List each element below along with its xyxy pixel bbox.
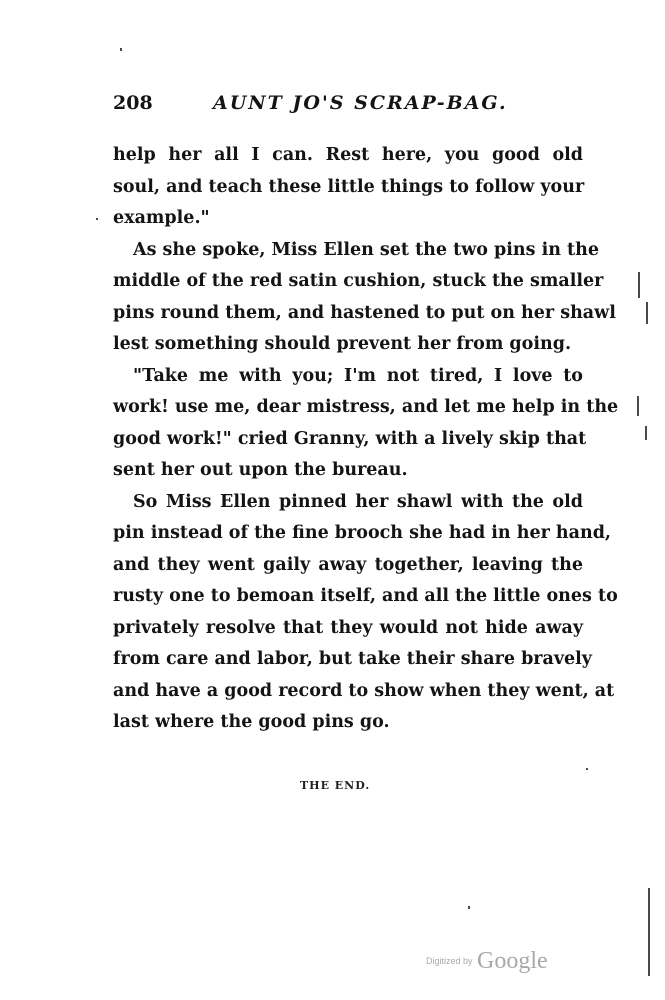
text-line: pin instead of the fine brooch she had in her hand,: [113, 523, 612, 543]
scan-edge-mark: [648, 888, 650, 976]
page-header: [113, 92, 583, 120]
text-line: good work!" cried Granny, with a lively skip that: [113, 428, 587, 449]
text-line: and they went gaily away together, leaving the: [113, 554, 583, 575]
text-line: from care and labor, but take their share bravely: [113, 649, 592, 669]
text-line: and have a good record to show when they went, at: [113, 680, 615, 701]
watermark-prefix: Digitized by: [426, 956, 473, 966]
text-line: rusty one to bemoan itself, and all the little ones to: [113, 586, 618, 606]
text-line: example.": [113, 208, 210, 228]
scan-edge-mark: [637, 396, 639, 416]
text-line: soul, and teach these little things to follow your: [113, 176, 585, 197]
end-mark: THE END.: [300, 779, 371, 792]
scan-speck: [120, 48, 122, 51]
text-line: As she spoke, Miss Ellen set the two pins in the: [133, 239, 599, 260]
text-line: work! use me, dear mistress, and let me help in the: [113, 397, 619, 417]
scan-speck: [468, 906, 470, 909]
body-text: [113, 140, 619, 739]
text-line: last where the good pins go.: [113, 712, 390, 732]
text-line: help her all I can. Rest here, you good old: [113, 145, 583, 165]
scan-edge-mark: [638, 272, 640, 298]
scan-edge-mark: [646, 302, 648, 324]
scan-speck: [96, 218, 98, 220]
text-line: "Take me with you; I'm not tired, I love to: [133, 365, 583, 386]
scan-speck: [586, 768, 588, 770]
running-title: AUNT JO'S SCRAP-BAG.: [213, 92, 508, 114]
text-line: middle of the red satin cushion, stuck the smaller: [113, 271, 604, 291]
watermark-brand: Google: [476, 948, 548, 974]
text-line: lest something should prevent her from going.: [113, 334, 572, 354]
text-line: sent her out upon the bureau.: [113, 460, 408, 480]
text-line: privately resolve that they would not hide away: [113, 617, 583, 638]
page-number: 208: [113, 92, 153, 114]
scan-edge-mark: [645, 426, 647, 440]
text-line: So Miss Ellen pinned her shawl with the old: [133, 491, 583, 512]
text-line: pins round them, and hastened to put on her shawl: [113, 302, 616, 323]
digitization-watermark: [426, 948, 548, 975]
